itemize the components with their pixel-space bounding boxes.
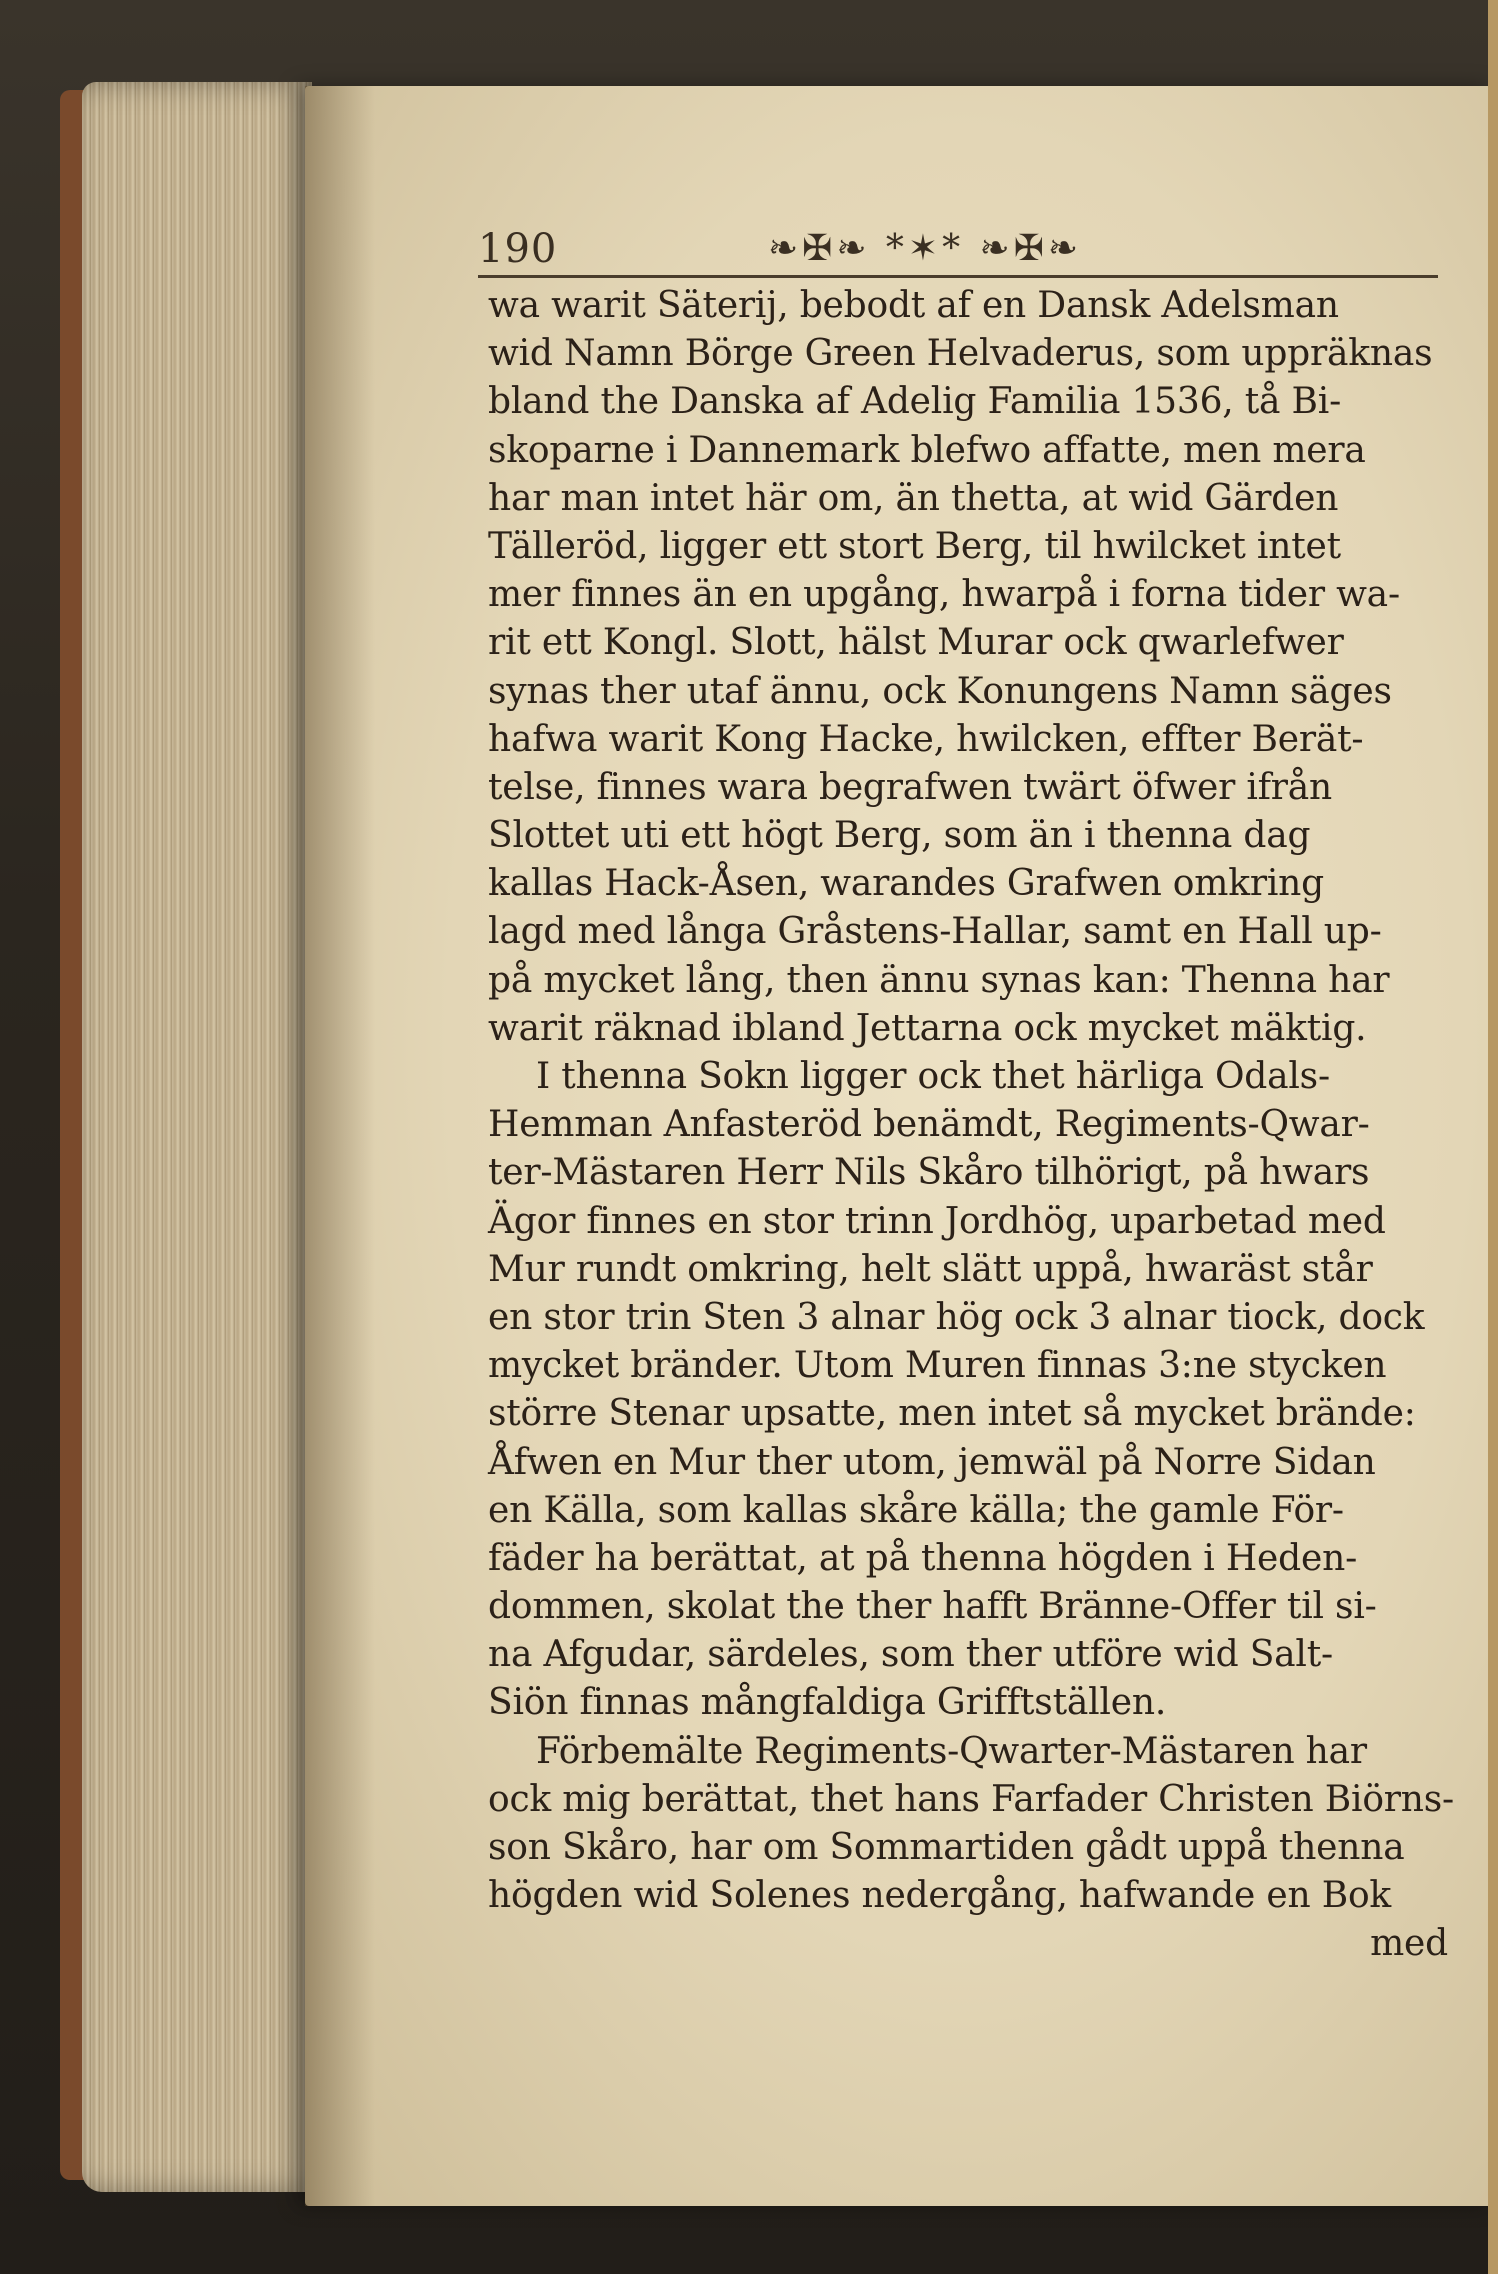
- text-line: Åfwen en Mur ther utom, jemwäl på Norre Sidan: [488, 1441, 1376, 1483]
- text-line: hafwa warit Kong Hacke, hwilcken, effter Berät-: [488, 718, 1364, 760]
- text-line: skoparne i Dannemark blefwo affatte, men mera: [488, 429, 1366, 471]
- text-line: kallas Hack-Åsen, warandes Grafwen omkring: [488, 863, 1324, 905]
- text-line: son Skåro, har om Sommartiden gådt uppå thenna: [488, 1827, 1405, 1868]
- text-line: fäder ha berättat, at på thenna högden i Heden-: [488, 1537, 1358, 1579]
- text-line: Hemman Anfasteröd benämdt, Regiments-Qwar-: [488, 1104, 1370, 1146]
- page-stack-edges: [82, 82, 312, 2192]
- text-line: en Källa, som kallas skåre källa; the gamle För-: [488, 1489, 1344, 1531]
- text-line: rit ett Kongl. Slott, hälst Murar ock qwarlefwer: [488, 622, 1344, 664]
- text-line: synas ther utaf ännu, ock Konungens Namn säges: [488, 670, 1392, 712]
- paragraph-start-line: I thenna Sokn ligger ock thet härliga Odals-: [536, 1056, 1330, 1097]
- text-line: Siön finnas mångfaldiga Grifftställen.: [488, 1682, 1167, 1724]
- page-number: 190: [478, 226, 558, 272]
- text-line: lagd med långa Gråstens-Hallar, samt en Hall up-: [488, 911, 1382, 953]
- text-line: större Stenar upsatte, men intet så mycket brände:: [488, 1393, 1416, 1435]
- text-line: Mur rundt omkring, helt slätt uppå, hwaräst står: [488, 1248, 1373, 1290]
- right-border: [1488, 0, 1498, 2274]
- text-line: Ägor finnes en stor trinn Jordhög, uparbetad med: [488, 1200, 1386, 1242]
- text-line: har man intet här om, än thetta, at wid Gärden: [488, 477, 1339, 519]
- header-rule: [478, 275, 1438, 278]
- text-line: bland the Danska af Adelig Familia 1536, tå Bi-: [488, 381, 1342, 423]
- text-line: på mycket lång, then ännu synas kan: Thenna har: [488, 959, 1390, 1001]
- text-line: wid Namn Börge Green Helvaderus, som uppräknas: [488, 333, 1433, 375]
- page-header: [478, 222, 1438, 282]
- paragraph-start-line: Förbemälte Regiments-Qwarter-Mästaren har: [536, 1730, 1367, 1772]
- gutter-shadow: [305, 86, 375, 2206]
- text-line: en stor trin Sten 3 alnar hög ock 3 alnar tiock, dock: [488, 1296, 1425, 1338]
- body-text: [488, 282, 1455, 1969]
- text-line: na Afgudar, särdeles, som ther utföre wid Salt-: [488, 1634, 1333, 1676]
- text-line: mycket bränder. Utom Muren finnas 3:ne stycken: [488, 1345, 1387, 1387]
- catchword: med: [1370, 1923, 1448, 1965]
- text-line: Tälleröd, ligger ett stort Berg, til hwilcket intet: [488, 525, 1341, 567]
- text-line: wa warit Säterij, bebodt af en Dansk Adelsman: [488, 285, 1339, 326]
- text-line: högden wid Solenes nedergång, hafwande en Bok: [488, 1875, 1392, 1917]
- header-ornament: ❧✠❧ *✶* ❧✠❧: [768, 228, 1083, 269]
- text-line: ock mig berättat, thet hans Farfader Christen Biörns-: [488, 1778, 1455, 1820]
- text-line: telse, finnes wara begrafwen twärt öfwer ifrån: [488, 766, 1333, 808]
- text-line: dommen, skolat the ther hafft Bränne-Offer til si-: [488, 1586, 1377, 1628]
- text-line: ter-Mästaren Herr Nils Skåro tilhörigt, på hwars: [488, 1152, 1370, 1194]
- text-line: warit räknad ibland Jettarna ock mycket mäktig.: [488, 1007, 1367, 1049]
- text-line: mer finnes än en upgång, hwarpå i forna tider wa-: [488, 574, 1400, 616]
- text-line: Slottet uti ett högt Berg, som än i thenna dag: [488, 815, 1311, 857]
